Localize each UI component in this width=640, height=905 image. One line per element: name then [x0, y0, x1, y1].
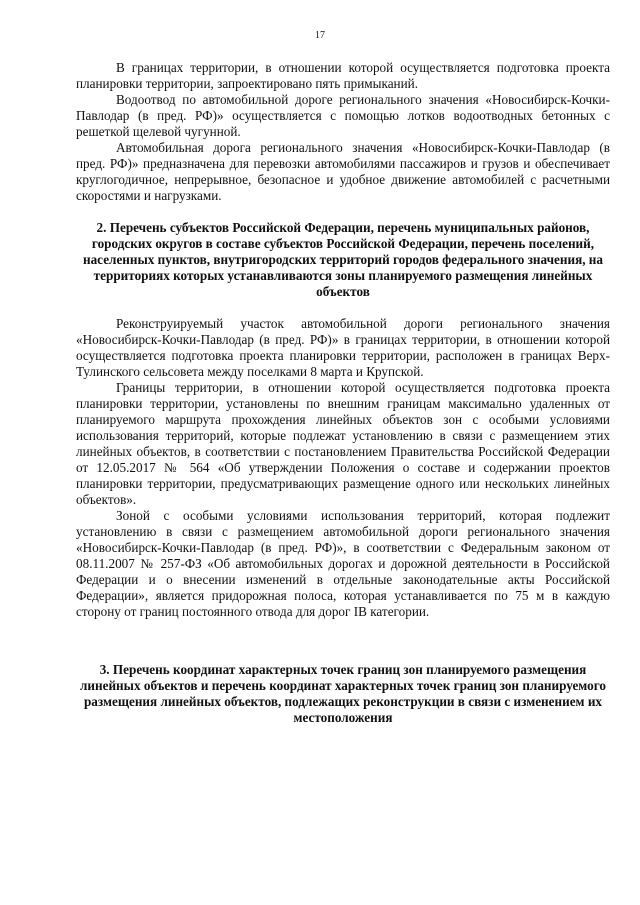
intro-block	[76, 60, 610, 204]
paragraph: Зоной с особыми условиями использования территорий, которая подлежит установлению в связи с размещением автомобильной дороги регионального значения «Новосибирск-Кочки-Павлодар (в пред. РФ)», в соответствии с Федеральным законом от 08.11.2007 № 257-ФЗ «Об автомобильных дорогах и дорожной деятельности в Российской Федерации и о внесении изменений в отдельные законодательные акты Российской Федерации», является придорожная полоса, которая устанавливается по 75 м в каждую сторону от границ постоянного отвода для дорог IВ категории.	[76, 508, 610, 619]
section-2	[76, 220, 610, 620]
paragraph: Автомобильная дорога регионального значения «Новосибирск-Кочки-Павлодар (в пред. РФ)» предназначена для перевозки автомобилями пассажиров и грузов и обеспечивает круглогодичное, непрерывное, безопасное и удобное движение автомобилей с расчетными скоростями и нагрузками.	[76, 140, 610, 203]
page-content	[76, 60, 610, 726]
spacer	[76, 300, 610, 316]
section-3	[76, 662, 610, 726]
section-heading: 2. Перечень субъектов Российской Федерации, перечень муниципальных районов, городских округов в составе субъектов Российской Федерации, перечень поселений, населенных пунктов, внутригородских территорий городов федерального значения, на территориях которых устанавливаются зоны планируемого размещения линейных объектов	[82, 220, 603, 299]
section-heading: 3. Перечень координат характерных точек границ зон планируемого размещения линейных объектов и перечень координат характерных точек границ зон планируемого размещения линейных объектов, подлежащих реконструкции в связи с изменением их местоположения	[80, 662, 606, 725]
paragraph: В границах территории, в отношении которой осуществляется подготовка проекта планировки территории, запроектировано пять примыканий.	[76, 60, 610, 91]
page-number: 17	[315, 30, 325, 41]
paragraph: Границы территории, в отношении которой осуществляется подготовка проекта планировки территории, установлены по внешним границам максимально удаленных от планируемого маршрута прохождения линейных объектов зон с особыми условиями использования территорий, которые подлежат установлению в связи с размещением этих линейных объектов, в соответствии с постановлением Правительства Российской Федерации от 12.05.2017 № 564 «Об утверждении Положения о составе и содержании проектов планировки территории, предусматривающих размещение одного или нескольких линейных объектов».	[76, 380, 610, 507]
spacer	[76, 620, 610, 662]
spacer	[76, 204, 610, 220]
paragraph: Водоотвод по автомобильной дороге регионального значения «Новосибирск-Кочки-Павлодар (в пред. РФ)» осуществляется с помощью лотков водоотводных бетонных с решеткой щелевой чугунной.	[76, 92, 610, 139]
paragraph: Реконструируемый участок автомобильной дороги регионального значения «Новосибирск-Кочки-Павлодар (в пред. РФ)» в границах территории, в отношении которой осуществляется подготовка проекта планировки территории, расположен в границах Верх-Тулинского сельсовета между поселками 8 марта и Крупской.	[76, 316, 610, 379]
